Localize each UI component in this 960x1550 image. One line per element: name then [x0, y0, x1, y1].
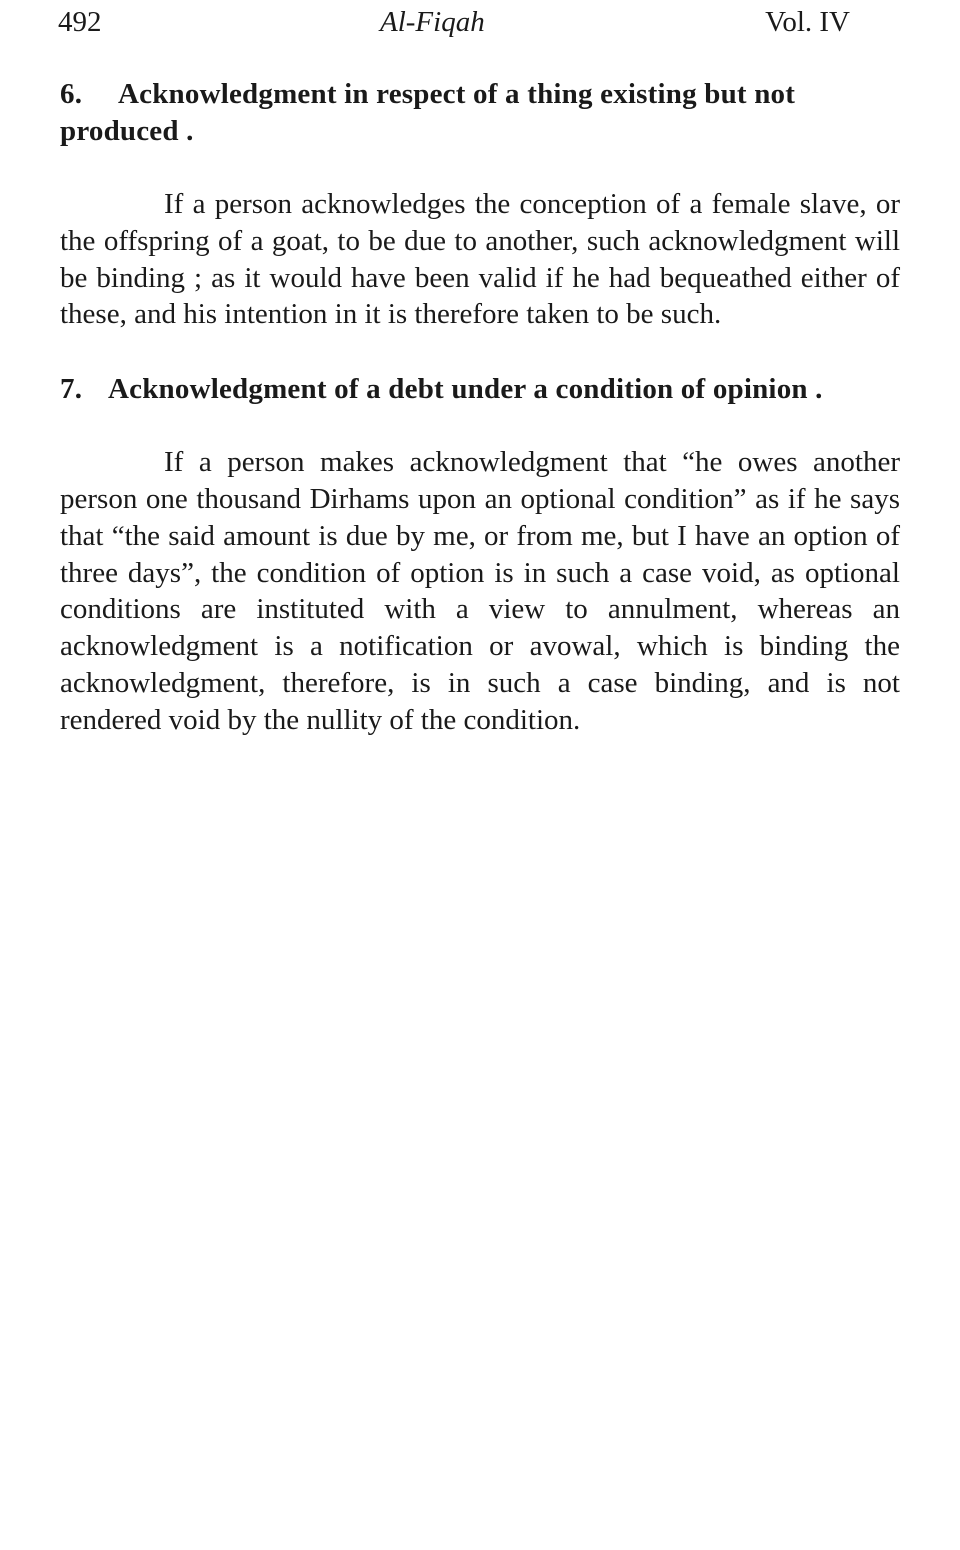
- section-number-7: 7.: [60, 373, 83, 406]
- section-number-6: 6.: [60, 78, 83, 110]
- section-heading-7: [60, 371, 900, 408]
- section-paragraph-7: If a person makes acknowledgment that “he owes another person one thousand Dirhams upon an optional condition” as if he says that “the said amount is due by me, or from me, but I have an option of three days”, the condition of option is in such a case void, as optional conditions are instituted with a view to annulment, whereas an acknowledgment is a notification or avowal, which is binding the acknowledgment, therefore, is in such a case binding, and is not rendered void by the nullity of the condition.: [60, 446, 900, 736]
- book-title: Al-Fiqah: [380, 6, 485, 38]
- page-content: [60, 76, 900, 739]
- volume-label: Vol. IV: [765, 6, 850, 38]
- section-paragraph-6: If a person acknowledges the conception of a female slave, or the offspring of a goat, to be due to another, such acknowledgment will be binding ; as it would have been valid if he had bequeathed either of these, and his intention in it is therefore taken to be such.: [60, 188, 900, 331]
- section-title-6: Acknowledgment in respect of a thing existing but not produced .: [60, 78, 796, 147]
- section-title-7: Acknowledgment of a debt under a condition of opinion .: [108, 373, 823, 406]
- section-heading-6: [60, 76, 900, 150]
- page-number: 492: [58, 6, 102, 38]
- running-header: [58, 2, 850, 42]
